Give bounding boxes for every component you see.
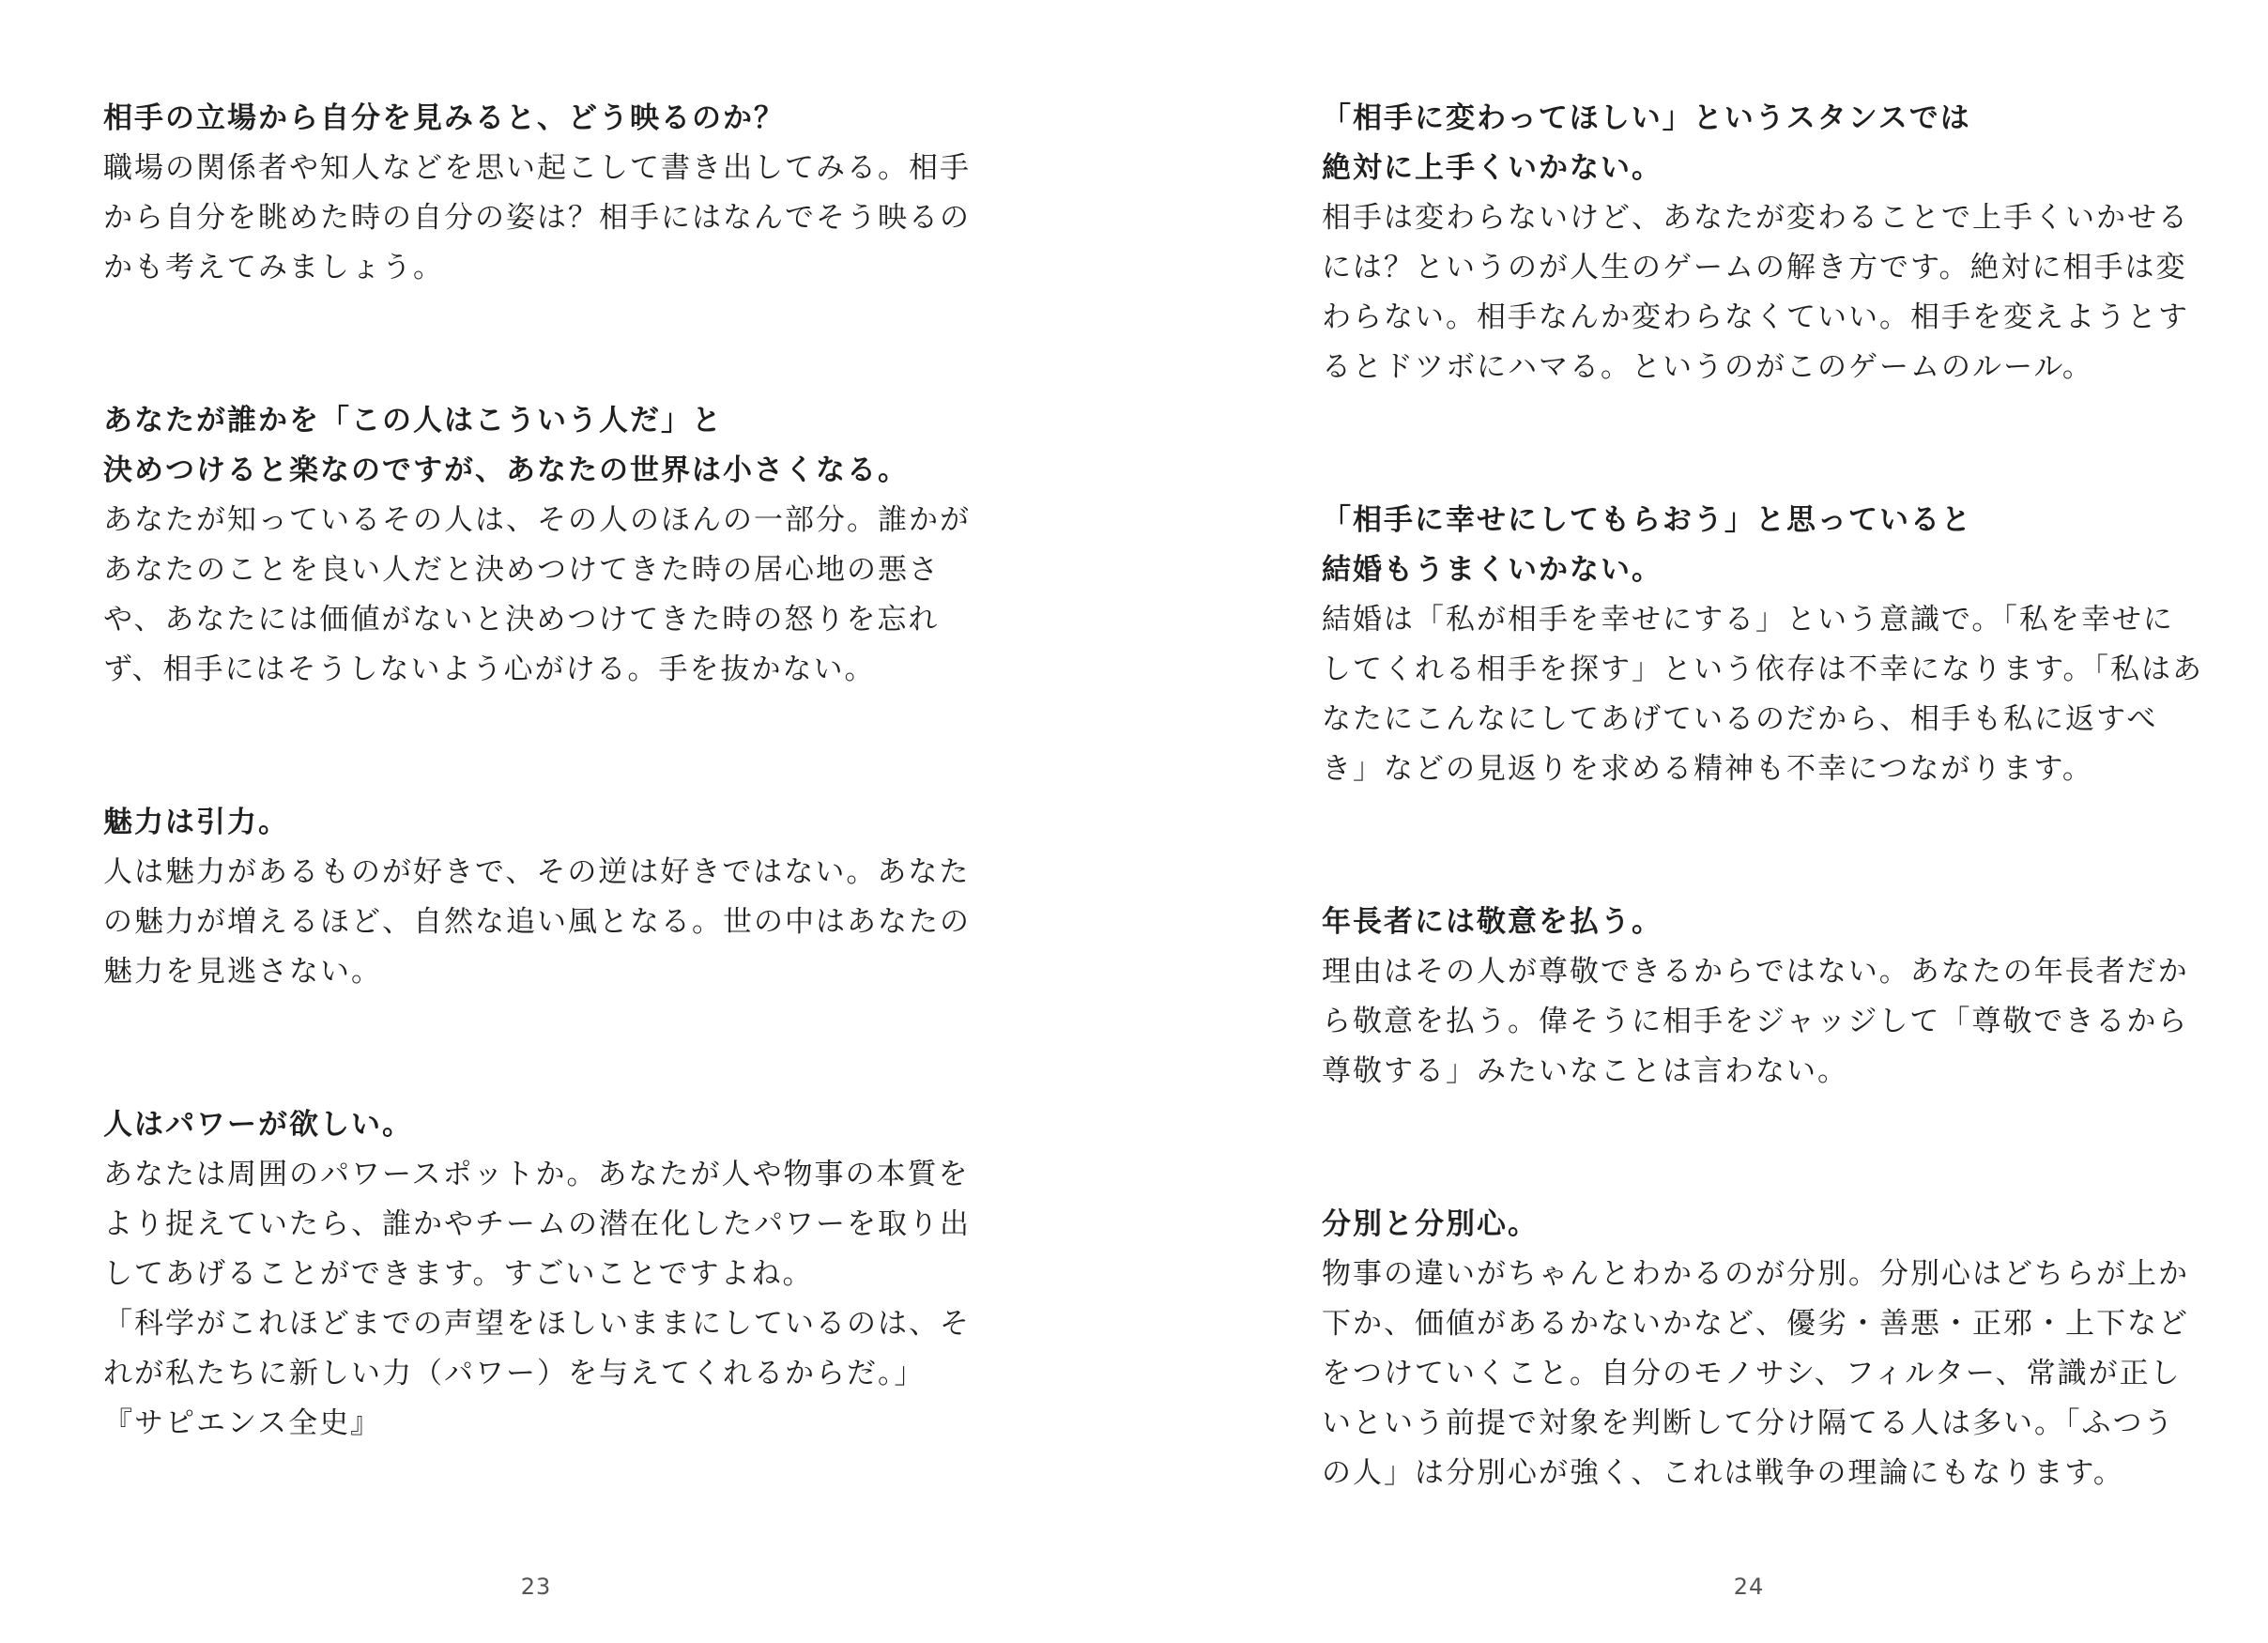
section-heading: 「相手に幸せにしてもらおう」と思っていると (1322, 503, 1972, 537)
section-heading: 魅力は引力。 (103, 806, 289, 839)
right-page-column (1322, 94, 2204, 1498)
section-body: 理由はその人が尊敬できるからではない。あなたの年長者だから敬意を払う。偉そうに相手をジャッジして「尊敬できるから尊敬する」みたいなことは言わない。 (1322, 955, 2189, 1088)
page-number: 24 (1733, 1574, 1765, 1600)
section-viewpoint (103, 94, 986, 293)
section-body: あなたが知っているその人は、その人のほんの一部分。誰かがあなたのことを良い人だと決めつけてきた時の居心地の悪さや、あなたには価値がないと決めつけてきた時の怒りを忘れず、相手にはそうしないよう心がける。手を抜かない。 (103, 503, 971, 686)
section-body: 相手は変わらないけど、あなたが変わることで上手くいかせるには？というのが人生のゲームの解き方です。絶対に相手は変わらない。相手なんか変わらなくていい。相手を変えようとするとドツボにハマる。というのがこのゲームのルール。 (1322, 201, 2189, 384)
section-body: 物事の違いがちゃんとわかるのが分別。分別心はどちらが上か下か、価値があるかないかなど、優劣・善悪・正邪・上下などをつけていくこと。自分のモノサシ、フィルター、常識が正しいという前提で対象を判断して分け隔てる人は多い。「ふつうの人」は分別心が強く、これは戦争の理論にもなります。 (1322, 1257, 2189, 1490)
section-discernment (1322, 1200, 2204, 1498)
section-heading: 絶対に上手くいかない。 (1322, 151, 1663, 185)
section-change-others (1322, 94, 2204, 392)
right-page (1134, 0, 2268, 1643)
section-respect-elders (1322, 898, 2204, 1097)
section-heading: 「相手に変わってほしい」というスタンスでは (1322, 101, 1971, 135)
section-labeling (103, 396, 986, 695)
left-page-column (103, 94, 986, 1449)
section-body: 職場の関係者や知人などを思い起こして書き出してみる。相手から自分を眺めた時の自分の姿は？相手にはなんでそう映るのかも考えてみましょう。 (103, 151, 971, 284)
section-heading: 人はパワーが欲しい。 (103, 1108, 413, 1142)
section-heading: 結婚もうまくいかない。 (1322, 553, 1663, 587)
section-heading: 年長者には敬意を払う。 (1322, 905, 1663, 939)
section-heading: 分別と分別心。 (1322, 1207, 1539, 1241)
section-heading: 決めつけると楽なのですが、あなたの世界は小さくなる。 (103, 453, 909, 487)
section-power (103, 1100, 986, 1449)
quote-text: 「科学がこれほどまでの声望をほしいままにしているのは、それが私たちに新しい力（パワー）を与えてくれるからだ。」 (103, 1307, 971, 1390)
section-body: 結婚は「私が相手を幸せにする」という意識で。「私を幸せにしてくれる相手を探す」という依存は不幸になります。「私はあなたにこんなにしてあげているのだから、相手も私に返すべき」などの見返りを求める精神も不幸につながります。 (1322, 603, 2204, 786)
section-marriage (1322, 496, 2204, 794)
section-heading: 相手の立場から自分を見みると、どう映るのか？ (103, 101, 785, 135)
section-charm (103, 798, 986, 997)
page-number: 23 (520, 1574, 552, 1600)
section-heading: あなたが誰かを「この人はこういう人だ」と (103, 404, 723, 438)
section-body: 人は魅力があるものが好きで、その逆は好きではない。あなたの魅力が増えるほど、自然な追い風となる。世の中はあなたの魅力を見逃さない。 (103, 855, 971, 989)
quote-source: 『サピエンス全史』 (103, 1406, 382, 1440)
section-body: あなたは周囲のパワースポットか。あなたが人や物事の本質をより捉えていたら、誰かやチームの潜在化したパワーを取り出してあげることができます。すごいことですよね。 (103, 1158, 971, 1291)
